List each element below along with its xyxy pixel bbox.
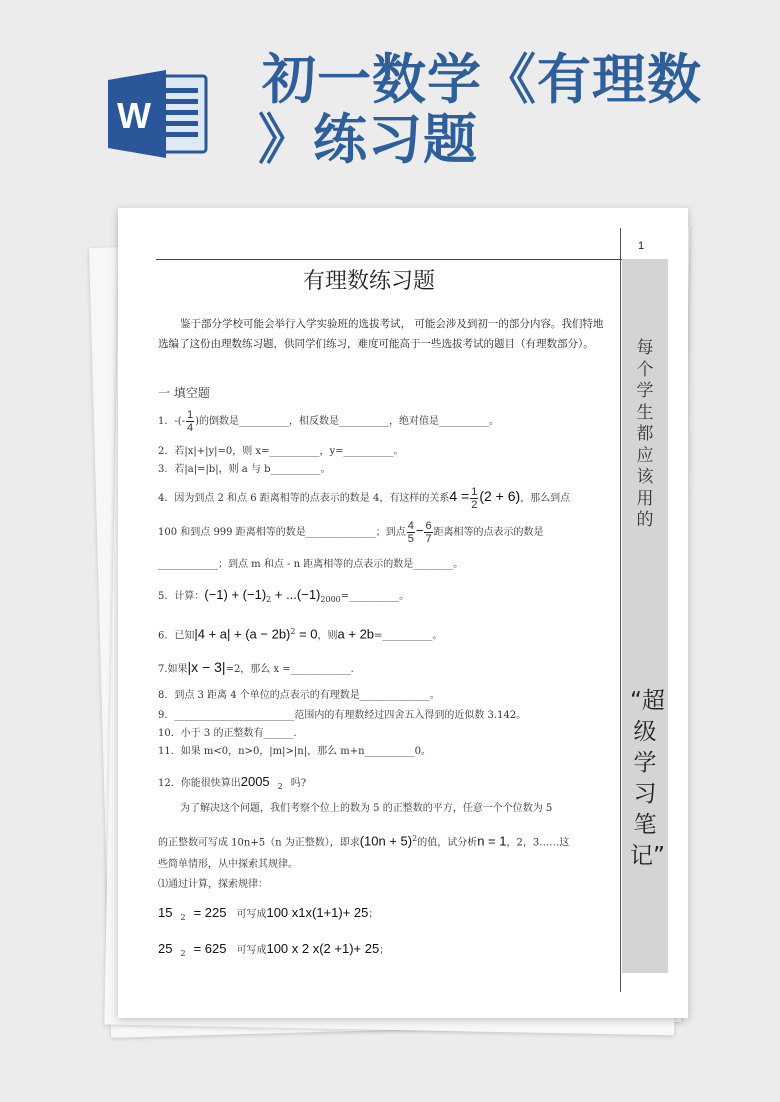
question-11: 11．如果 m<0，n>0，|m|>|n|，那么 m+n__________0。	[158, 746, 431, 757]
q6-expr: |4 + a| + (a − 2b)	[194, 626, 291, 642]
p2-text1: 的正整数可写成 10n+5（n 为正整数），即求	[158, 837, 360, 849]
q4b-fraction-1	[407, 520, 415, 545]
question-12	[158, 775, 306, 794]
q6-exp: 2	[290, 627, 296, 636]
r1-rhs: 100 x1x(1+1)+ 25	[266, 905, 369, 920]
p2-text2: 的值，试分析	[417, 837, 478, 849]
page-number: 1	[638, 240, 645, 252]
q1-prefix: 1．-(-	[158, 416, 186, 427]
sidebar-text: 每个学生都应该用的	[636, 338, 654, 530]
q12-suffix: 吗?	[290, 778, 307, 789]
question-6	[158, 625, 442, 643]
q4b-fraction-2	[424, 520, 432, 545]
r1-exp: 2	[180, 913, 186, 922]
q7-suffix: =2，那么 x =____________.	[225, 664, 354, 675]
intro-paragraph: 鉴于部分学校可能会举行入学实验班的选拔考试， 可能会涉及到初一的部分内容。我们特地选编了这份由理数练习题，供同学们练习，难度可能高于一些选拔考试的题目（有理数部分）。	[158, 318, 604, 350]
p2-exp: 2	[412, 834, 418, 843]
question-9: 9．________________________范围内的有理数经过四舍五入得到的近似数 3.142。	[158, 710, 527, 721]
q1-suffix: )的倒数是__________，相反数是__________，绝对值是__________。	[195, 416, 500, 427]
section-heading: 一 填空题	[158, 386, 210, 400]
r2-end: ；	[379, 945, 390, 956]
q1-frac-num: 1	[187, 409, 194, 421]
q5-mid: + ...(−1)	[271, 587, 321, 602]
r2-eq: = 625	[193, 941, 227, 956]
question-2: 2．若|x|+|y|=0，则 x=__________，y=__________。	[158, 446, 404, 457]
q4-frac-num: 1	[471, 486, 478, 498]
q7-expr: |x − 3|	[187, 659, 226, 675]
q4b-frac2-num: 6	[425, 520, 432, 532]
r1-mid: 可写成	[236, 909, 267, 920]
question-4-line3: ____________；到点 m 和点 - n 距离相等的点表示的数是________。	[158, 559, 464, 570]
doc-title: 有理数练习题	[302, 269, 435, 294]
example-row-2	[158, 942, 389, 961]
p2-text3: ，2，3……这	[506, 837, 570, 849]
q1-frac-den: 4	[187, 422, 194, 434]
q4b-text2: 距离相等的点表示的数是	[433, 527, 544, 538]
margin-rule	[620, 228, 621, 992]
document-page	[118, 208, 688, 1018]
r2-lhs: 25	[158, 941, 173, 956]
p2-expr2: n = 1	[477, 833, 507, 849]
banner-title-line2: 》练习题	[258, 108, 478, 171]
q4b-frac2-den: 7	[425, 533, 432, 545]
q5-prefix: 5．计算：	[158, 591, 205, 602]
sidebar-quote: “超级学习笔记”	[630, 688, 665, 869]
q4-math-lhs: 4 =	[449, 488, 470, 504]
question-1	[158, 409, 499, 434]
q4-tail: ，那么到点	[520, 493, 571, 504]
q5-expr: (−1) + (−1)	[204, 587, 267, 602]
q4b-frac1-den: 5	[407, 533, 414, 545]
q4-math-rhs: (2 + 6)	[479, 488, 521, 504]
q6-prefix: 6．已知	[158, 630, 195, 642]
paragraph-3: 些简单情形，从中探索其规律。	[158, 859, 298, 870]
q5-exp2: 2000	[320, 595, 341, 604]
word-document-icon	[108, 68, 208, 160]
q7-prefix: 7.如果	[158, 664, 188, 675]
word-icon-letter: W	[117, 95, 151, 136]
header-rule	[156, 259, 668, 260]
q4-text: 4．因为到点 2 和点 6 距离相等的点表示的数是 4，有这样的关系	[158, 493, 450, 504]
r1-end: ；	[368, 909, 379, 920]
q6-expr3: a + 2b	[337, 626, 375, 642]
q4b-text1: 100 和到点 999 距离相等的数是______________；到点	[158, 527, 406, 538]
r1-lhs: 15	[158, 905, 173, 920]
q12-prefix: 12．你能很快算出	[158, 778, 241, 789]
example-row-1	[158, 906, 378, 925]
q4b-minus: −	[415, 523, 424, 538]
r1-eq: = 225	[193, 905, 227, 920]
q12-expr: 2005	[240, 774, 270, 789]
banner-title-line1: 初一数学《有理数	[262, 48, 702, 111]
q12-exp: 2	[277, 782, 283, 791]
q5-suffix: =__________。	[340, 591, 410, 602]
question-5	[158, 588, 409, 607]
r2-exp: 2	[180, 949, 186, 958]
r2-mid: 可写成	[236, 945, 267, 956]
q6-suffix: =__________。	[374, 630, 443, 642]
question-10: 10．小于 3 的正整数有______.	[158, 728, 297, 739]
paragraph-4: ⑴通过计算，探索规律：	[158, 879, 268, 890]
paragraph-2	[158, 832, 569, 850]
q5-exp1: 2	[266, 595, 272, 604]
p2-expr: (10n + 5)	[359, 833, 413, 849]
q6-mid: ，则	[317, 630, 338, 642]
q4b-frac1-num: 4	[407, 520, 414, 532]
question-7	[158, 660, 354, 677]
q4-frac-den: 2	[471, 499, 478, 511]
question-8: 8．到点 3 距离 4 个单位的点表示的有理数是______________。	[158, 690, 440, 701]
question-4-line1	[158, 486, 570, 511]
q4-fraction	[470, 486, 478, 511]
paragraph-1: 为了解决这个问题，我们考察个位上的数为 5 的正整数的平方，任意一个个位数为 5	[180, 803, 553, 814]
r2-rhs: 100 x 2 x(2 +1)+ 25	[266, 941, 380, 956]
question-3: 3．若|a|=|b|，则 a 与 b__________。	[158, 464, 331, 475]
q6-expr2: = 0	[295, 626, 318, 642]
banner	[0, 0, 780, 190]
q1-fraction	[186, 409, 194, 434]
question-4-line2	[158, 520, 544, 545]
